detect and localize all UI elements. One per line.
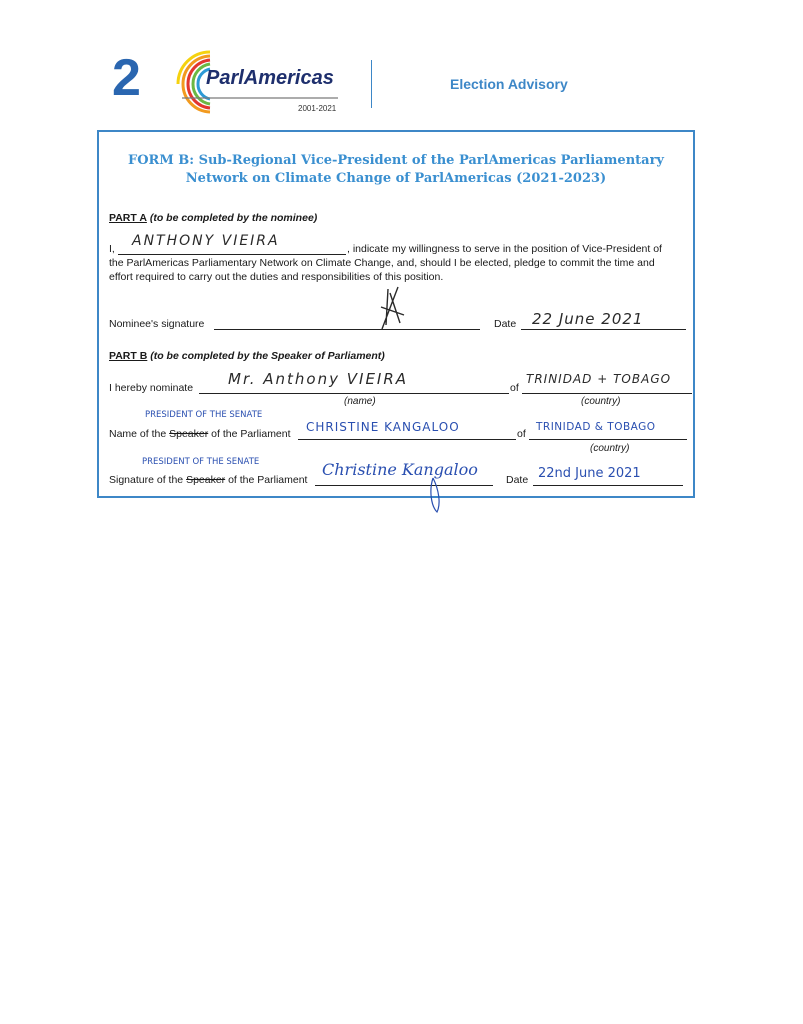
speaker-word: Speaker (169, 428, 209, 440)
speaker-signature-line (315, 485, 493, 486)
name-of-label-pre: Name of the (109, 428, 167, 440)
election-advisory-label: Election Advisory (450, 76, 568, 92)
nominee-handwritten-b: Mr. Anthony VIEIRA (228, 370, 409, 388)
part-a-note: (to be completed by the nominee) (149, 212, 318, 224)
country2-sub-label: (country) (590, 443, 630, 454)
country2-line (529, 439, 687, 440)
country2-handwritten: TRINIDAD & TOBAGO (536, 421, 656, 433)
logo-name: ParlAmericas (206, 67, 334, 89)
sig-speaker-word: Speaker (186, 474, 226, 486)
date-line (521, 329, 686, 330)
nominee-signature-label: Nominee's signature (109, 318, 205, 330)
date-label: Date (494, 318, 517, 330)
of-label: of (510, 382, 519, 394)
logo-years: 2001-2021 (298, 104, 337, 113)
country-line (522, 393, 692, 394)
form-title (97, 152, 695, 188)
sig-label-pre: Signature of the (109, 474, 184, 486)
part-b-note-pre: (to be completed by the (150, 350, 269, 362)
name-sub-label: (name) (344, 396, 376, 407)
nominee-signature-line (214, 329, 480, 330)
speaker-correction: PRESIDENT OF THE SENATE (145, 410, 263, 420)
name-of-label-post: of the Parliament (211, 428, 291, 440)
logo-digit: 2 (112, 49, 141, 107)
nominee-line-b (199, 393, 509, 394)
part-a-heading: PART A (109, 212, 147, 224)
country-handwritten: TRINIDAD + TOBAGO (526, 372, 672, 386)
form-title-line1: FORM B: Sub-Regional Vice-President of the ParlAmericas Parliamentary (128, 153, 664, 168)
part-a-heading-group (109, 212, 317, 224)
part-b-note-post: Speaker of Parliament) (271, 350, 385, 362)
speaker-name-handwritten: CHRISTINE KANGALOO (306, 420, 460, 434)
sig-correction: PRESIDENT OF THE SENATE (142, 457, 260, 467)
name-of-speaker-label (109, 428, 291, 440)
part-b-heading-group (109, 350, 385, 362)
header-divider (371, 60, 372, 108)
nominee-signature-scribble (378, 285, 408, 333)
speaker-signature-label (109, 474, 307, 486)
date-handwritten: 22 June 2021 (532, 310, 644, 328)
date2-label: Date (506, 474, 529, 486)
speaker-name-line (298, 439, 516, 440)
part-a-text3: effort required to carry out the duties and responsibilities of this position. (109, 271, 444, 283)
form-title-line2: Network on Climate Change of ParlAmericas (2021-2023) (185, 171, 607, 186)
country-sub-label: (country) (581, 396, 621, 407)
sig-label-post: of the Parliament (228, 474, 308, 486)
date2-handwritten: 22nd June 2021 (538, 466, 641, 481)
speaker-signature-tail (425, 476, 449, 516)
nominate-label: I hereby nominate (109, 382, 194, 394)
of-label-2: of (517, 428, 526, 440)
part-a-text2: the ParlAmericas Parliamentary Network on Climate Change, and, should I be elected, pledge to commit the time and (109, 257, 655, 269)
date2-line (533, 485, 683, 486)
parlamericas-logo (110, 48, 350, 118)
speaker-signature-handwritten: Christine Kangaloo (322, 460, 478, 479)
part-b-heading: PART B (109, 350, 148, 362)
nominee-name-handwritten: ANTHONY VIEIRA (132, 233, 280, 249)
nominee-name-line (118, 254, 346, 255)
part-a-text1: , indicate my willingness to serve in the position of Vice-President of (347, 243, 662, 255)
i-label: I, (109, 243, 115, 255)
